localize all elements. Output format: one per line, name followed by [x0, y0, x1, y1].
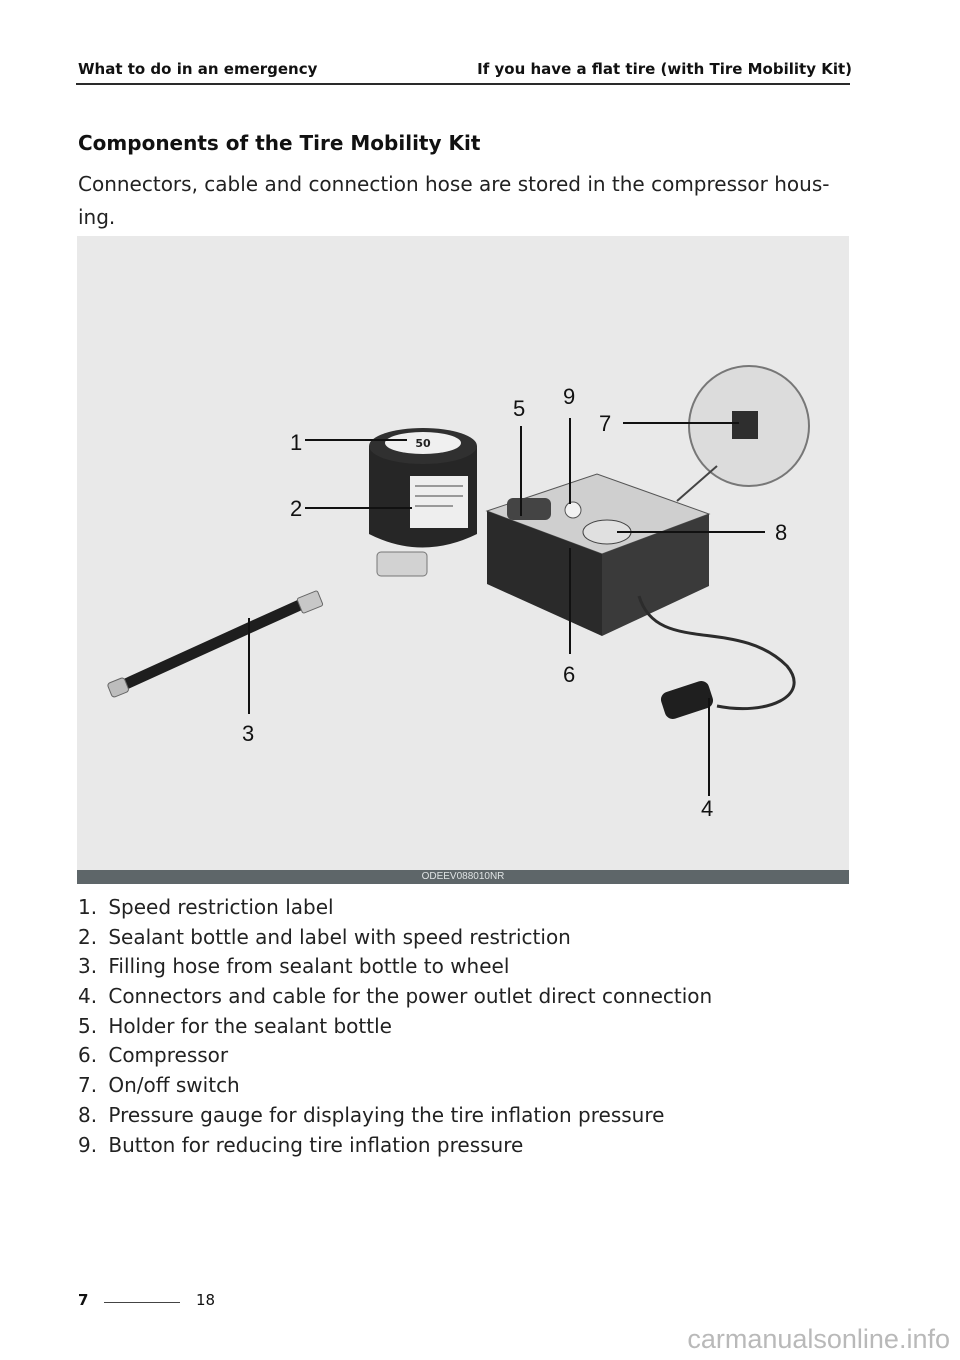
tire-mobility-kit-figure — [77, 236, 849, 884]
bottle-valve — [377, 552, 427, 576]
intro-paragraph: Connectors, cable and connection hose are stored in the compressor hous-ing. — [78, 172, 830, 229]
on-off-switch — [732, 411, 758, 439]
legend-number: 1. — [78, 895, 98, 919]
legend-item — [78, 1012, 712, 1042]
legend-text: On/off switch — [108, 1073, 240, 1098]
legend-text: Pressure gauge for displaying the tire inflation pressure — [108, 1102, 665, 1127]
legend-text: Connectors and cable for the power outlet direct connection — [108, 984, 713, 1009]
legend-item — [78, 1131, 712, 1161]
speed-label-text: 50 — [415, 437, 431, 450]
legend-text: Compressor — [108, 1043, 229, 1068]
callout-6: 6 — [563, 662, 576, 687]
legend-number: 9. — [78, 1132, 98, 1157]
bottle-holder — [507, 498, 551, 520]
component-legend — [78, 893, 712, 1160]
legend-item — [78, 1071, 712, 1101]
callout-5: 5 — [513, 396, 526, 421]
callout-3: 3 — [242, 721, 255, 746]
callout-7: 7 — [599, 411, 612, 436]
chapter-number: 7 — [78, 1291, 89, 1309]
legend-text: Button for reducing tire inflation pressure — [108, 1132, 524, 1157]
legend-number: 5. — [78, 1013, 98, 1038]
page-number: 18 — [196, 1291, 216, 1309]
figure-background — [77, 236, 849, 884]
legend-item — [78, 952, 712, 982]
figure-code: ODEEV088010NR — [77, 870, 849, 884]
header-topic-title: If you have a flat tire (with Tire Mobility Kit) — [477, 60, 852, 78]
legend-text: Holder for the sealant bottle — [108, 1013, 392, 1038]
footer-divider — [104, 1302, 180, 1303]
legend-item — [78, 893, 712, 923]
legend-number: 6. — [78, 1043, 98, 1068]
bottle-speed-label — [410, 476, 468, 528]
page-title: Components of the Tire Mobility Kit — [78, 131, 481, 155]
pressure-release-button — [565, 502, 581, 518]
legend-number: 2. — [78, 924, 98, 949]
legend-number: 7. — [78, 1073, 98, 1098]
legend-text: Filling hose from sealant bottle to wheel — [108, 954, 510, 979]
legend-text: Sealant bottle and label with speed restriction — [108, 924, 571, 949]
legend-item — [78, 923, 712, 953]
legend-number: 4. — [78, 984, 98, 1009]
legend-number: 8. — [78, 1102, 98, 1127]
watermark: carmanualsonline.info — [687, 1324, 950, 1354]
callout-8: 8 — [775, 520, 788, 545]
callout-2: 2 — [290, 496, 303, 521]
header-divider — [76, 83, 850, 85]
legend-text: Speed restriction label — [108, 895, 334, 919]
legend-item — [78, 1101, 712, 1131]
kit-illustration — [77, 236, 849, 884]
callout-1: 1 — [290, 430, 303, 455]
header-section-title: What to do in an emergency — [78, 60, 318, 78]
legend-item — [78, 1041, 712, 1071]
callout-9: 9 — [563, 384, 576, 409]
legend-number: 3. — [78, 954, 98, 979]
callout-4: 4 — [701, 796, 714, 821]
legend-item — [78, 982, 712, 1012]
